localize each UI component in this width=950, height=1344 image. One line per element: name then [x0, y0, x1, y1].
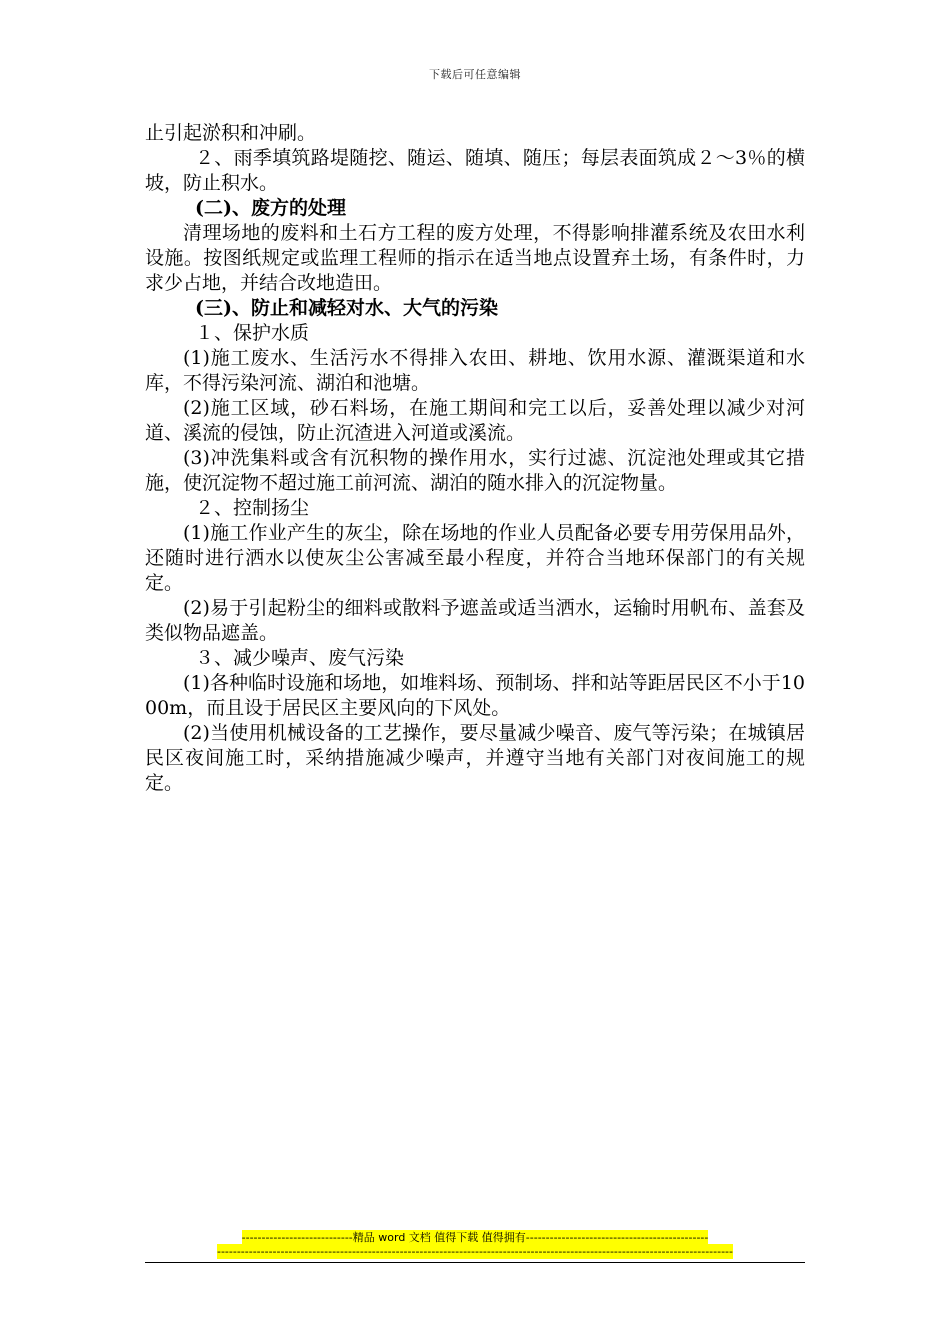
page-header: 下载后可任意编辑 — [429, 68, 521, 81]
subheading-water-quality: １、保护水质 — [195, 322, 310, 344]
paragraph-dust-2: (2)易于引起粉尘的细料或散料予遮盖或适当洒水，运输时用帆布、盖套及类似物品遮盖。 — [145, 597, 805, 644]
paragraph-dust-1: (1)施工作业产生的灰尘，除在场地的作业人员配备必要专用劳保用品外，还随时进行洒水以使灰尘公害减至最小程度，并符合当地环保部门的有关规定。 — [145, 522, 805, 594]
footer-banner-text-2: ---------------------------------------------------------------------------------------------------------------------------------- — [216, 1245, 733, 1258]
paragraph-1: 止引起淤积和冲刷。 — [145, 122, 317, 144]
paragraph-waste-disposal: 清理场地的废料和土石方工程的废方处理，不得影响排灌系统及农田水利设施。按图纸规定或监理工程师的指示在适当地点设置弃土场，有条件时，力求少占地，并结合改地造田。 — [145, 222, 805, 294]
paragraph-water-1: (1)施工废水、生活污水不得排入农田、耕地、饮用水源、灌溉渠道和水库，不得污染河流、湖泊和池塘。 — [145, 347, 805, 394]
subheading-noise-gas: ３、减少噪声、废气污染 — [195, 647, 405, 669]
document-body — [145, 121, 805, 796]
footer-rule — [145, 1262, 805, 1263]
paragraph-water-3: (3)冲洗集料或含有沉积物的操作用水，实行过滤、沉淀池处理或其它措施，使沉淀物不超过施工前河流、湖泊的随水排入的沉淀物量。 — [145, 447, 805, 494]
footer-banner-text-1: ----------------------------精品 word 文档 值得下载 值得拥有---------------------------------------------- — [241, 1231, 709, 1244]
paragraph-2: ２、雨季填筑路堤随挖、随运、随填、随压；每层表面筑成２～3％的横坡，防止积水。 — [145, 147, 805, 194]
subheading-dust-control: ２、控制扬尘 — [195, 497, 310, 519]
paragraph-noise-1: (1)各种临时设施和场地，如堆料场、预制场、拌和站等距居民区不小于1000m，而且设于居民区主要风向的下风处。 — [145, 672, 805, 719]
section-heading-2: (二)、废方的处理 — [195, 197, 346, 219]
footer-banner-line-2 — [0, 1245, 950, 1258]
section-heading-3: (三)、防止和减轻对水、大气的污染 — [195, 297, 498, 319]
paragraph-noise-2: (2)当使用机械设备的工艺操作，要尽量减少噪音、废气等污染；在城镇居民区夜间施工时，采纳措施减少噪声，并遵守当地有关部门对夜间施工的规定。 — [145, 722, 805, 794]
footer-banner-line-1 — [0, 1229, 950, 1245]
paragraph-water-2: (2)施工区域，砂石料场，在施工期间和完工以后，妥善处理以减少对河道、溪流的侵蚀，防止沉渣进入河道或溪流。 — [145, 397, 805, 444]
